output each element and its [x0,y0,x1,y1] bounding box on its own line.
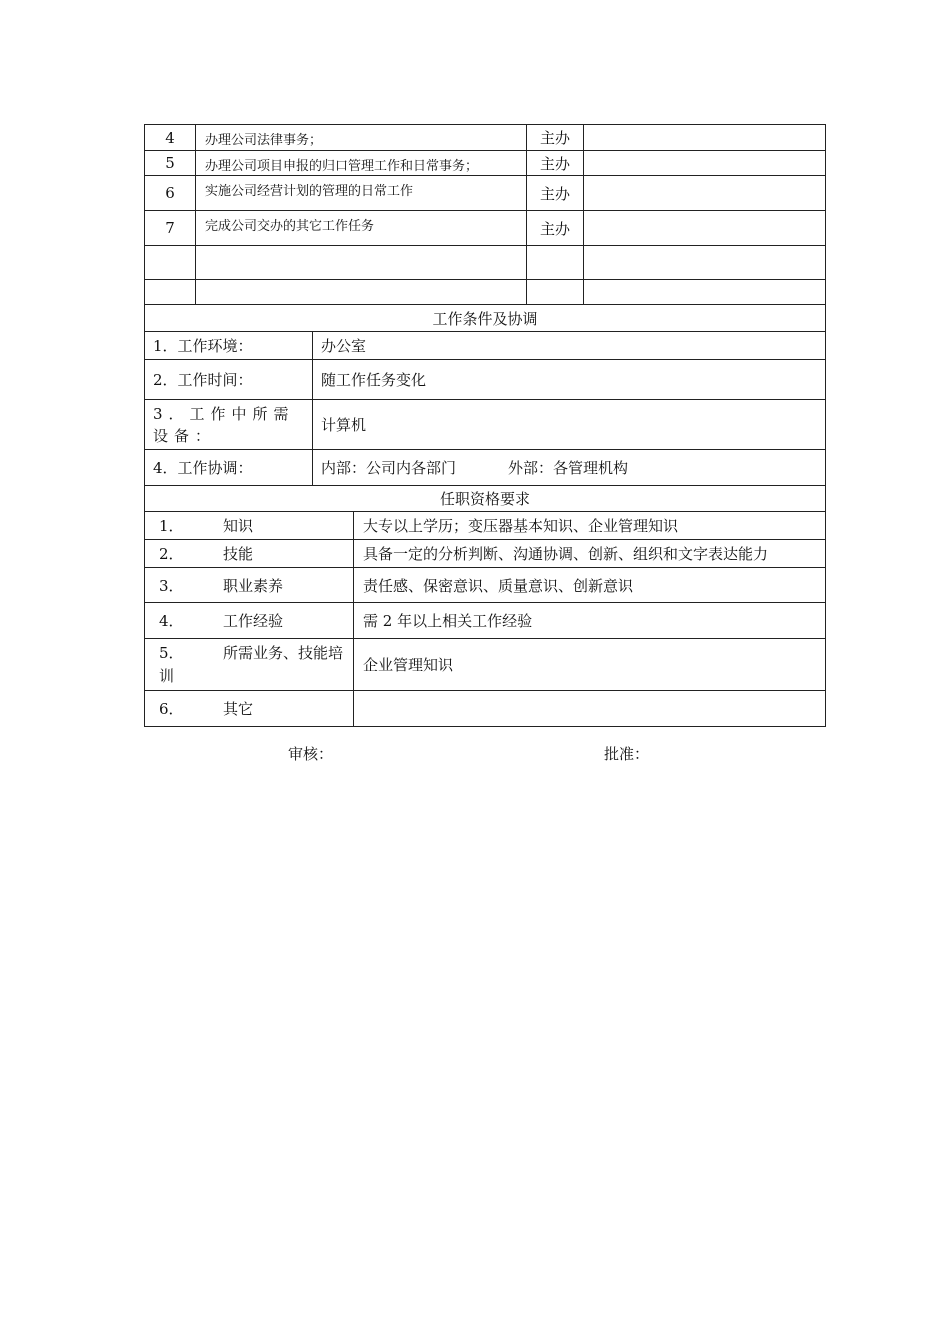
duty-role: 主办 [527,125,584,151]
table-row [145,332,826,360]
duty-extra [584,125,826,151]
qualification-label: 其它 [223,700,254,718]
table-row [145,280,826,305]
duty-number: 5 [145,151,196,176]
coordination-external: 外部：各管理机构 [508,459,629,477]
section-header [145,486,826,512]
qualification-value: 需 2 年以上相关工作经验 [354,603,826,639]
qualifications-table [144,485,826,727]
conditions-title: 工作条件及协调 [145,305,826,332]
condition-value: 随工作任务变化 [313,360,826,400]
duty-extra [584,176,826,211]
approve-label: 批准： [604,745,650,763]
table-row [145,151,826,176]
table-row [145,540,826,568]
review-label: 审核： [288,745,334,763]
duty-number [145,246,196,280]
table-row [145,211,826,246]
table-row [145,568,826,603]
qualification-value [354,691,826,727]
duty-number: 7 [145,211,196,246]
section-header [145,305,826,332]
duty-extra [584,246,826,280]
qualification-value: 企业管理知识 [354,639,826,691]
duty-role [527,246,584,280]
table-row [145,603,826,639]
qualification-number: 6． [159,700,184,718]
duty-description [196,280,527,305]
duty-role [527,280,584,305]
condition-value: 计算机 [313,400,826,450]
duty-description: 完成公司交办的其它工作任务 [196,211,527,246]
qualification-label: 知识 [223,517,254,535]
qualification-label: 工作经验 [223,612,284,630]
duty-number: 6 [145,176,196,211]
duty-extra [584,151,826,176]
conditions-table [144,304,826,486]
duty-role: 主办 [527,151,584,176]
duty-number [145,280,196,305]
qualification-number: 5． [159,643,184,662]
duty-extra [584,211,826,246]
table-row [145,360,826,400]
qualification-value: 大专以上学历；变压器基本知识、企业管理知识 [354,512,826,540]
duty-role: 主办 [527,176,584,211]
duty-number: 4 [145,125,196,151]
duty-extra [584,280,826,305]
qualification-number: 3． [159,576,184,595]
table-row [145,246,826,280]
coordination-internal: 内部：公司内各部门 [321,459,457,477]
qualifications-title: 任职资格要求 [145,486,826,512]
condition-label: 2．工作时间： [145,360,313,400]
duties-table [144,124,826,305]
qualification-number: 2． [159,545,184,563]
duty-description: 办理公司项目申报的归口管理工作和日常事务； [196,151,527,176]
table-row [145,512,826,540]
duty-description: 办理公司法律事务； [196,125,527,151]
qualification-label: 技能 [223,545,254,563]
table-row [145,400,826,450]
table-row [145,176,826,211]
qualification-value: 具备一定的分析判断、沟通协调、创新、组织和文字表达能力 [354,540,826,568]
condition-value: 办公室 [313,332,826,360]
duty-role: 主办 [527,211,584,246]
qualification-number: 1． [159,517,184,535]
table-row [145,125,826,151]
condition-label: 3．工作中所需设备： [153,404,295,445]
qualification-number: 4． [159,612,184,630]
condition-label: 4．工作协调： [145,450,313,486]
duty-description: 实施公司经营计划的管理的日常工作 [196,176,527,211]
qualification-label: 所需业务、技能培训 [159,643,344,685]
duty-description [196,246,527,280]
table-row [145,639,826,691]
table-row [145,691,826,727]
qualification-label: 职业素养 [223,576,284,595]
condition-label: 1．工作环境： [145,332,313,360]
qualification-value: 责任感、保密意识、质量意识、创新意识 [354,568,826,603]
table-row [145,450,826,486]
